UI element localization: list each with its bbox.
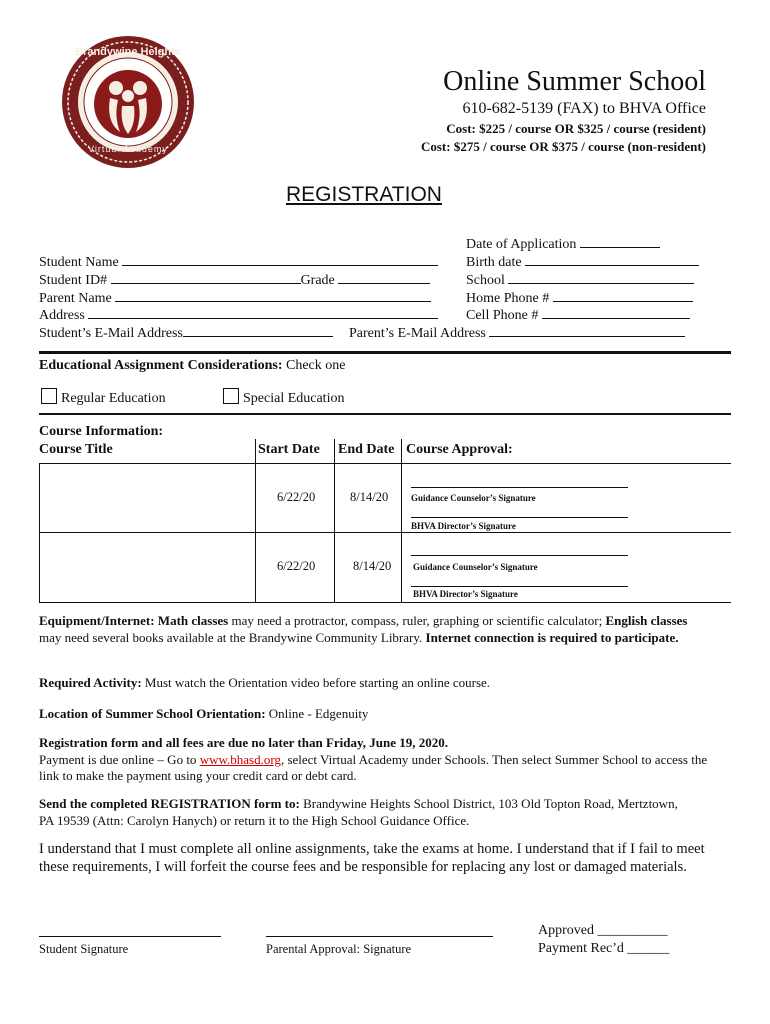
equipment-text1: may need a protractor, compass, ruler, graphing or scientific calculator;	[228, 613, 606, 628]
deadline-paragraph	[39, 735, 709, 785]
internet-requirement: Internet connection is required to participate.	[425, 630, 679, 645]
equipment-paragraph	[39, 612, 709, 646]
row1-director-signature-line[interactable]	[411, 517, 628, 518]
student-signature-line[interactable]	[39, 936, 221, 937]
logo-top-text: Brandywine Heights	[75, 46, 181, 58]
assignment-section	[39, 358, 345, 374]
parent-signature-line[interactable]	[266, 936, 493, 937]
student-name-field[interactable]	[39, 252, 438, 271]
english-label: English classes	[605, 613, 688, 628]
deadline-label: Registration form and all fees are due no later than Friday, June 19, 2020.	[39, 735, 449, 750]
send-label: Send the completed REGISTRATION form to:	[39, 796, 300, 811]
course-approval-header: Course Approval:	[406, 442, 513, 457]
student-id-field[interactable]	[39, 270, 430, 289]
address-field[interactable]	[39, 305, 438, 324]
row2-counselor-signature-line[interactable]	[411, 555, 628, 556]
row1-director-signature-label: BHVA Director’s Signature	[411, 521, 516, 531]
approved-field[interactable]: Approved __________	[538, 923, 668, 938]
row1-start-date: 6/22/20	[277, 490, 316, 504]
cost-nonresident: Cost: $275 / course OR $375 / course (non-resident)	[420, 139, 706, 154]
student-email-label: Student’s E-Mail Address	[39, 326, 183, 341]
checkbox-box[interactable]	[41, 388, 57, 404]
bhasd-link[interactable]: www.bhasd.org	[199, 751, 281, 767]
school-label: School	[466, 273, 505, 288]
assignment-heading: Educational Assignment Considerations:	[39, 358, 283, 373]
row1-end-date: 8/14/20	[350, 490, 389, 504]
payment-pre: Payment is due online – Go to	[39, 751, 200, 767]
grade-label: Grade	[300, 273, 335, 288]
course-title-header: Course Title	[39, 442, 113, 457]
assignment-instruction: Check one	[282, 358, 346, 373]
birth-date-field[interactable]	[466, 252, 699, 271]
orientation-location-label: Location of Summer School Orientation:	[39, 706, 266, 721]
payment-received-field[interactable]: Payment Rec’d ______	[538, 941, 670, 956]
row2-counselor-signature-label: Guidance Counselor’s Signature	[413, 562, 538, 572]
fax-number: 610-682-5139 (FAX) to BHVA Office	[462, 100, 706, 117]
school-logo	[60, 34, 196, 170]
divider	[39, 351, 731, 354]
end-date-header: End Date	[338, 442, 395, 457]
row2-director-signature-line[interactable]	[411, 586, 628, 587]
row1-counselor-signature-label: Guidance Counselor’s Signature	[411, 493, 536, 503]
orientation-location	[39, 706, 368, 722]
parent-email-field[interactable]	[349, 323, 685, 342]
parent-email-label: Parent’s E-Mail Address	[349, 326, 486, 341]
required-activity-text: Must watch the Orientation video before starting an online course.	[141, 675, 491, 690]
start-date-header: Start Date	[258, 442, 320, 457]
payment-post: , select Virtual Academy under Schools. Then select Summer School to access the link to make the payment using your credit card or debt card.	[39, 751, 708, 783]
orientation-location-text: Online - Edgenuity	[265, 706, 369, 721]
student-name-label: Student Name	[39, 255, 119, 270]
special-education-checkbox[interactable]	[223, 388, 344, 407]
student-signature-label: Student Signature	[39, 942, 129, 956]
page-title: Online Summer School	[443, 66, 706, 97]
equipment-label: Equipment/Internet: Math classes	[39, 613, 229, 628]
registration-title: REGISTRATION	[286, 183, 442, 206]
regular-education-label: Regular Education	[61, 391, 166, 406]
send-paragraph	[39, 795, 689, 829]
row2-end-date: 8/14/20	[353, 559, 392, 573]
row1-counselor-signature-line[interactable]	[411, 487, 628, 488]
parent-name-label: Parent Name	[39, 291, 112, 306]
birth-date-label: Birth date	[466, 255, 522, 270]
checkbox-box[interactable]	[223, 388, 239, 404]
special-education-label: Special Education	[243, 391, 345, 406]
row2-start-date: 6/22/20	[277, 559, 316, 573]
home-phone-label: Home Phone #	[466, 291, 550, 306]
student-id-label: Student ID#	[39, 273, 108, 288]
student-email-field[interactable]	[39, 323, 333, 342]
agreement-statement: I understand that I must complete all online assignments, take the exams at home. I understand that if I fail to meet these requirements, I will forfeit the course fees and be responsible for replacing any lost or damaged materials.	[39, 841, 705, 875]
logo-bottom-text: Virtual Academy	[88, 144, 168, 154]
required-activity	[39, 675, 490, 691]
address-label: Address	[39, 308, 85, 323]
school-field[interactable]	[466, 270, 694, 289]
regular-education-checkbox[interactable]	[41, 388, 166, 407]
cell-phone-field[interactable]	[466, 305, 690, 324]
course-info-heading: Course Information:	[39, 424, 164, 439]
row2-director-signature-label: BHVA Director’s Signature	[413, 589, 518, 599]
cost-resident: Cost: $225 / course OR $325 / course (resident)	[446, 121, 706, 136]
parent-signature-label: Parental Approval: Signature	[266, 942, 412, 956]
required-activity-label: Required Activity:	[39, 675, 142, 690]
date-of-application-field[interactable]	[466, 234, 660, 253]
date-of-application-label: Date of Application	[466, 237, 577, 252]
send-text: Brandywine Heights School District, 103 Old Topton Road, Mertztown, PA 19539 (Attn: Carolyn Hanych) or return it to the High School Guidance Office.	[39, 796, 678, 828]
equipment-text2: may need several books available at the Brandywine Community Library.	[39, 630, 426, 645]
cell-phone-label: Cell Phone #	[466, 308, 539, 323]
divider	[39, 413, 731, 415]
